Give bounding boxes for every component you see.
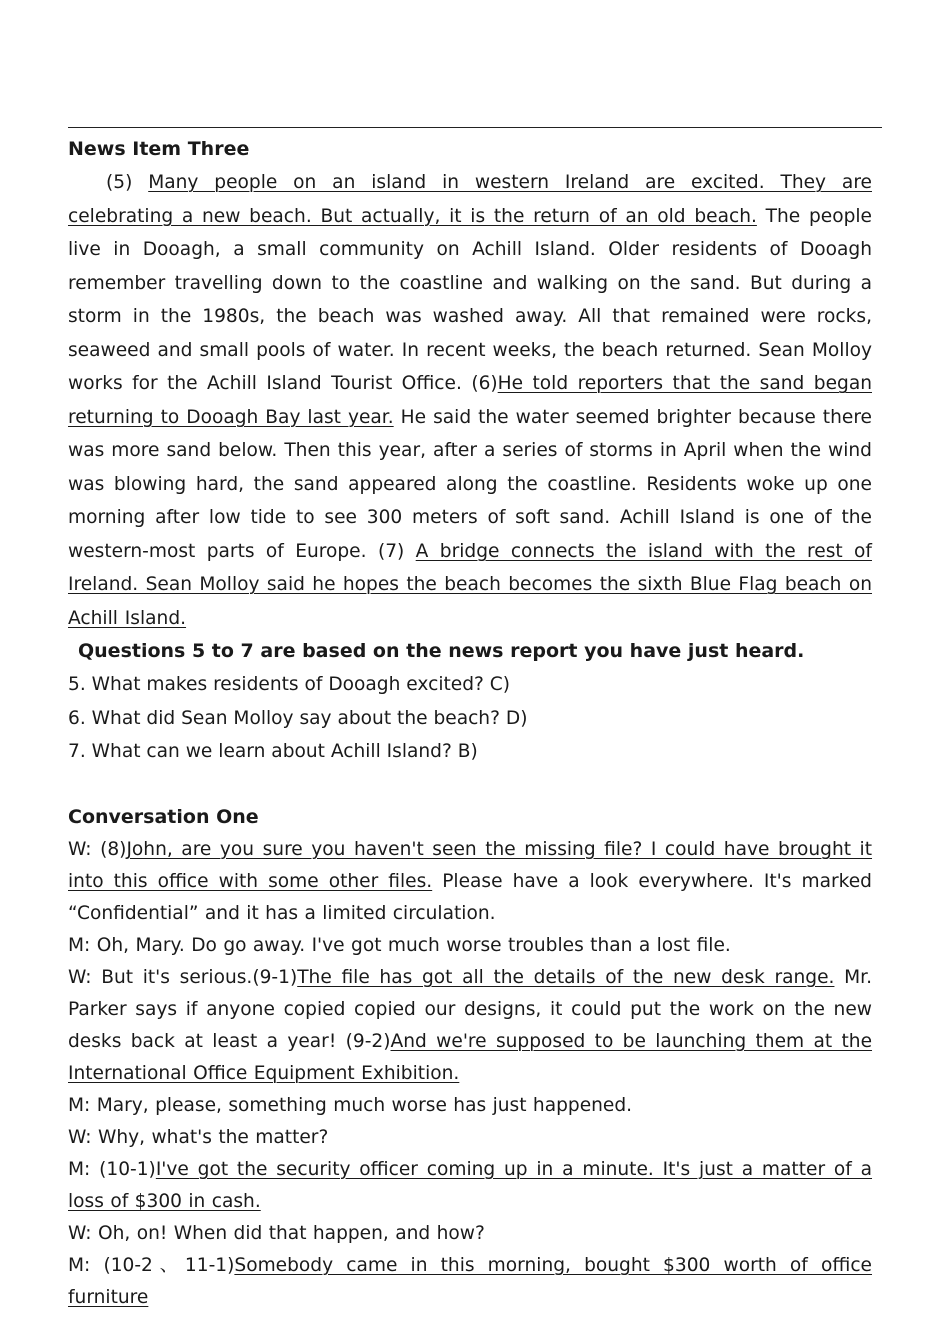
speaker-prefix: W: But it's serious.(9-1) [68, 966, 298, 988]
dialogue-line: M: Mary, please, something much worse has just happened. [68, 1094, 633, 1116]
text-segment: He said the water seemed brighter because there was more sand below. Then this year, after a series of storms in April when the wind was blowing hard, the sand appeared along the coastline. Residents woke up one morning after low tide to see 300 meters of soft sand. Achill Island is one of the western-most parts of Europe. [68, 406, 872, 562]
speaker-prefix: M: (10-2、11-1) [68, 1254, 235, 1276]
conversation-heading: Conversation One [68, 805, 259, 828]
news-heading: News Item Three [68, 138, 250, 160]
underline-answer-6: He told reporters that the sand began returning to Dooagh Bay last year. [68, 373, 872, 428]
document-page [68, 133, 872, 1314]
label-7: (7) [377, 540, 405, 562]
dialogue-line [68, 1154, 872, 1218]
questions-heading: Questions 5 to 7 are based on the news report you have just heard. [78, 640, 805, 662]
underline-answer-9-1: The file has got all the details of the new desk range. [297, 966, 835, 988]
news-paragraph [68, 166, 872, 635]
underline-answer-10-1: I've got the security officer coming up in a minute. It's just a matter of a loss of $300 in cash. [68, 1158, 873, 1212]
dialogue-line [68, 1250, 872, 1314]
dialogue-line [68, 962, 872, 1090]
dialogue-line: W: Oh, on! When did that happen, and how? [68, 1222, 485, 1244]
underline-answer-10-2: Somebody came in this morning, bought $300 worth of office furniture [68, 1254, 872, 1308]
text-segment: The people live in Dooagh, a small community on Achill Island. Older residents of Dooagh remember travelling down to the coastline and walking on the sand. But during a storm in the 1980s, the beach was washed away. All that remained were rocks, seaweed and small pools of water. In recent weeks, the beach returned. Sean Molloy works for the Achill Island Tourist Office. [68, 205, 872, 394]
dialogue-line: W: Why, what's the matter? [68, 1126, 329, 1148]
question-item: 7. What can we learn about Achill Island? B) [68, 741, 478, 762]
underline-answer-8: John, are you sure you haven't seen the missing file? I could have brought it into this office with some other files. [68, 838, 873, 892]
dialogue-line [68, 834, 872, 930]
underline-answer-7: A bridge connects the island with the rest of Ireland. Sean Molloy said he hopes the beach becomes the sixth Blue Flag beach on Achill Island. [68, 540, 872, 629]
dialogue-line: M: Oh, Mary. Do go away. I've got much worse troubles than a lost file. [68, 934, 731, 956]
question-item: 6. What did Sean Molloy say about the beach? D) [68, 707, 528, 729]
label-5: (5) [106, 172, 133, 193]
text-segment: Please have a look everywhere. It's marked “Confidential” and it has a limited circulation. [68, 870, 872, 924]
header-rule [68, 127, 882, 128]
speaker-prefix: W: (8) [68, 838, 127, 860]
label-6: (6) [471, 373, 498, 394]
underline-answer-5: Many people on an island in western Ireland are excited. They are celebrating a new beach. But actually, it is the return of an old beach. [68, 172, 872, 227]
question-item: 5. What makes residents of Dooagh excited? C) [68, 674, 511, 695]
spacer [68, 769, 872, 801]
speaker-prefix: M: (10-1) [68, 1158, 156, 1180]
text-segment: Mr. Parker says if anyone copied copied our designs, it could put the work on the new desks back at least a year! (9-2) [68, 966, 872, 1052]
underline-answer-9-2: And we're supposed to be launching them at the International Office Equipment Exhibition. [68, 1030, 873, 1084]
